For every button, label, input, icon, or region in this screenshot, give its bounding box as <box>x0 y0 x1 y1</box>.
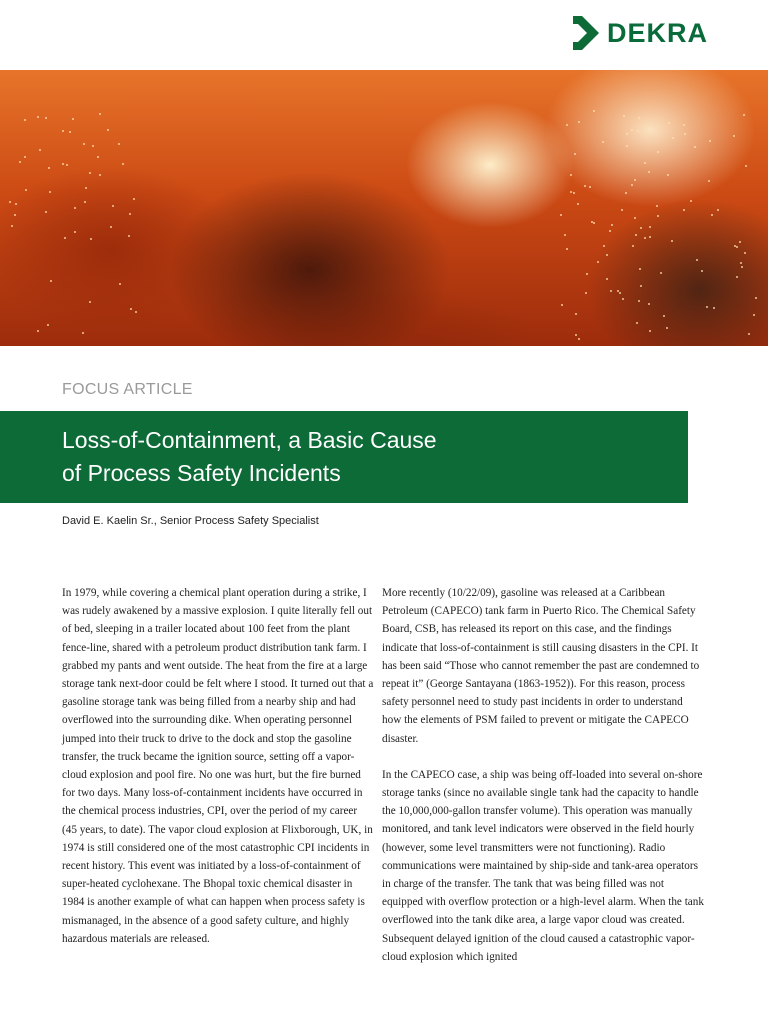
spark <box>11 225 13 227</box>
spark <box>45 211 47 213</box>
spark <box>657 215 659 217</box>
spark <box>744 252 746 254</box>
spark <box>644 162 646 164</box>
spark <box>85 187 87 189</box>
spark <box>130 308 132 310</box>
spark <box>561 304 563 306</box>
spark <box>736 246 738 248</box>
spark <box>684 133 686 135</box>
spark <box>609 230 611 232</box>
spark <box>74 231 76 233</box>
spark <box>49 191 51 193</box>
spark <box>72 118 74 120</box>
hero-fire-image <box>0 70 768 346</box>
spark <box>638 117 640 119</box>
spark <box>578 121 580 123</box>
spark <box>671 240 673 242</box>
brand-name: DEKRA <box>606 17 708 48</box>
body-paragraph: In 1979, while covering a chemical plant operation during a strike, I was rudely awakened by a massive explosion. I quite literally fell out of bed, sleeping in a trailer located about 100 feet from the plant fence-line, shared with a petroleum product distribution tank farm. I grabbed my pants and went outside. The heat from the fire at a large storage tank next-door could be felt where I stood. It turned out that a gasoline storage tank was being filled from a nearby ship and had overflowed into the surrounding dike. When operating personnel jumped into their truck to drive to the dock and stop the gasoline transfer, the truck became the ignition source, setting off a vapor-cloud explosion and pool fire. No one was hurt, but the fire burned for two days. Many loss-of-containment incidents have occurred in the chemical process industries, CPI, over the period of my career (45 years, to date). The vapor cloud explosion at Flixborough, UK, in 1974 is still considered one of the most catastrophic CPI incidents in recent history. This event was initiated by a loss-of-containment of super-heated cyclohexane. The Bhopal toxic chemical disaster in 1984 is another example of what can happen when process safety is mismanaged, in the absence of a good safety culture, and highly hazardous materials are released. <box>62 587 374 945</box>
spark <box>9 201 11 203</box>
spark <box>74 207 76 209</box>
spark <box>611 224 613 226</box>
spark <box>736 276 738 278</box>
spark <box>717 209 719 211</box>
dekra-logo <box>573 16 708 50</box>
spark <box>575 334 577 336</box>
spark <box>566 248 568 250</box>
spark <box>37 330 39 332</box>
body-paragraph: In the CAPECO case, a ship was being off-loaded into several on-shore storage tanks (since no available single tank had the capacity to handle the 10,000,000-gallon transfer volume). This operation was manually monitored, and tank level indicators were observed in the field hourly (however, some level transmitters were not functioning). Radio communications were maintained by ship-side and tank-area operators in charge of the transfer. The tank that was being filled was not equipped with overflow protection or a high-level alarm. When the tank overflowed into the tank dike area, a large vapor cloud was created. Subsequent delayed ignition of the cloud caused a catastrophic vapor-cloud explosion which ignited <box>382 768 704 963</box>
article-title <box>62 424 662 490</box>
spark <box>638 300 640 302</box>
spark <box>657 151 659 153</box>
spark <box>701 270 703 272</box>
spark <box>603 245 605 247</box>
spark <box>696 259 698 261</box>
spark <box>639 268 641 270</box>
spark <box>578 338 580 340</box>
body-paragraph: More recently (10/22/09), gasoline was released at a Caribbean Petroleum (CAPECO) tank farm in Puerto Rico. The Chemical Safety Board, CSB, has released its report on this case, and the findings indicate that loss-of-containment is still causing disasters in the CPI. It has been said “Those who cannot remember the past are condemned to repeat it” (George Santayana (1863-1952)). For this reason, process safety personnel need to study past incidents in order to understand how the elements of PSM failed to prevent or mitigate the CAPECO disaster. <box>382 587 700 745</box>
spark <box>706 306 708 308</box>
spark <box>15 203 17 205</box>
spark <box>622 298 624 300</box>
spark <box>626 133 628 135</box>
spark <box>711 214 713 216</box>
body-column-left <box>62 584 374 966</box>
spark <box>640 285 642 287</box>
spark <box>83 143 85 145</box>
spark <box>619 292 621 294</box>
spark <box>47 324 49 326</box>
spark <box>575 313 577 315</box>
spark <box>753 314 755 316</box>
spark <box>644 237 646 239</box>
spark <box>649 236 651 238</box>
spark <box>118 143 120 145</box>
spark <box>89 172 91 174</box>
spark <box>755 297 757 299</box>
spark <box>610 290 612 292</box>
spark <box>637 130 639 132</box>
spark <box>690 200 692 202</box>
spark <box>24 156 26 158</box>
spark <box>648 303 650 305</box>
spark <box>593 110 595 112</box>
spark <box>631 129 633 131</box>
spark <box>99 174 101 176</box>
spark <box>683 209 685 211</box>
spark <box>740 262 742 264</box>
spark <box>570 174 572 176</box>
spark <box>39 149 41 151</box>
spark <box>602 141 604 143</box>
spark <box>66 164 68 166</box>
spark <box>560 214 562 216</box>
spark <box>89 301 91 303</box>
spark <box>606 278 608 280</box>
spark <box>739 241 741 243</box>
spark <box>625 192 627 194</box>
spark <box>648 171 650 173</box>
spark <box>45 117 47 119</box>
spark <box>656 205 658 207</box>
spark <box>129 213 131 215</box>
spark <box>84 201 86 203</box>
dekra-chevron-icon <box>573 16 599 50</box>
spark <box>634 179 636 181</box>
spark <box>663 315 665 317</box>
spark <box>667 174 669 176</box>
spark <box>584 185 586 187</box>
spark <box>577 203 579 205</box>
spark <box>626 145 628 147</box>
title-line-2: of Process Safety Incidents <box>62 460 341 486</box>
spark <box>745 165 747 167</box>
spark <box>37 116 39 118</box>
section-label: FOCUS ARTICLE <box>62 381 193 398</box>
spark <box>135 311 137 313</box>
spark <box>122 163 124 165</box>
spark <box>683 124 685 126</box>
spark <box>636 322 638 324</box>
spark <box>25 189 27 191</box>
spark <box>574 153 576 155</box>
spark <box>640 227 642 229</box>
spark <box>694 146 696 148</box>
spark <box>668 122 670 124</box>
author-byline: David E. Kaelin Sr., Senior Process Safety Specialist <box>62 515 319 527</box>
body-column-right <box>382 584 704 984</box>
spark <box>634 217 636 219</box>
spark <box>709 140 711 142</box>
spark <box>589 186 591 188</box>
spark <box>112 205 114 207</box>
spark <box>24 119 26 121</box>
spark <box>631 184 633 186</box>
spark <box>666 327 668 329</box>
spark <box>585 292 587 294</box>
spark <box>107 129 109 131</box>
spark <box>741 266 743 268</box>
spark <box>632 245 634 247</box>
spark <box>566 124 568 126</box>
spark <box>19 161 21 163</box>
spark <box>90 238 92 240</box>
spark <box>110 226 112 228</box>
spark <box>708 180 710 182</box>
spark <box>64 237 66 239</box>
spark <box>570 191 572 193</box>
spark <box>128 235 130 237</box>
spark <box>649 226 651 228</box>
spark <box>62 130 64 132</box>
spark <box>50 280 52 282</box>
spark <box>14 214 16 216</box>
spark <box>660 272 662 274</box>
spark <box>564 234 566 236</box>
spark <box>672 137 674 139</box>
spark <box>649 330 651 332</box>
spark <box>573 192 575 194</box>
spark <box>623 115 625 117</box>
spark <box>635 234 637 236</box>
spark <box>119 283 121 285</box>
spark <box>62 163 64 165</box>
spark <box>621 209 623 211</box>
spark <box>133 198 135 200</box>
header-bar <box>0 0 768 70</box>
spark <box>597 261 599 263</box>
spark <box>713 307 715 309</box>
spark <box>606 254 608 256</box>
spark <box>48 167 50 169</box>
spark <box>92 145 94 147</box>
spark <box>97 156 99 158</box>
spark <box>82 332 84 334</box>
spark <box>69 131 71 133</box>
spark <box>743 114 745 116</box>
spark <box>733 135 735 137</box>
spark <box>99 113 101 115</box>
spark <box>748 333 750 335</box>
title-line-1: Loss-of-Containment, a Basic Cause <box>62 427 437 453</box>
spark <box>586 273 588 275</box>
